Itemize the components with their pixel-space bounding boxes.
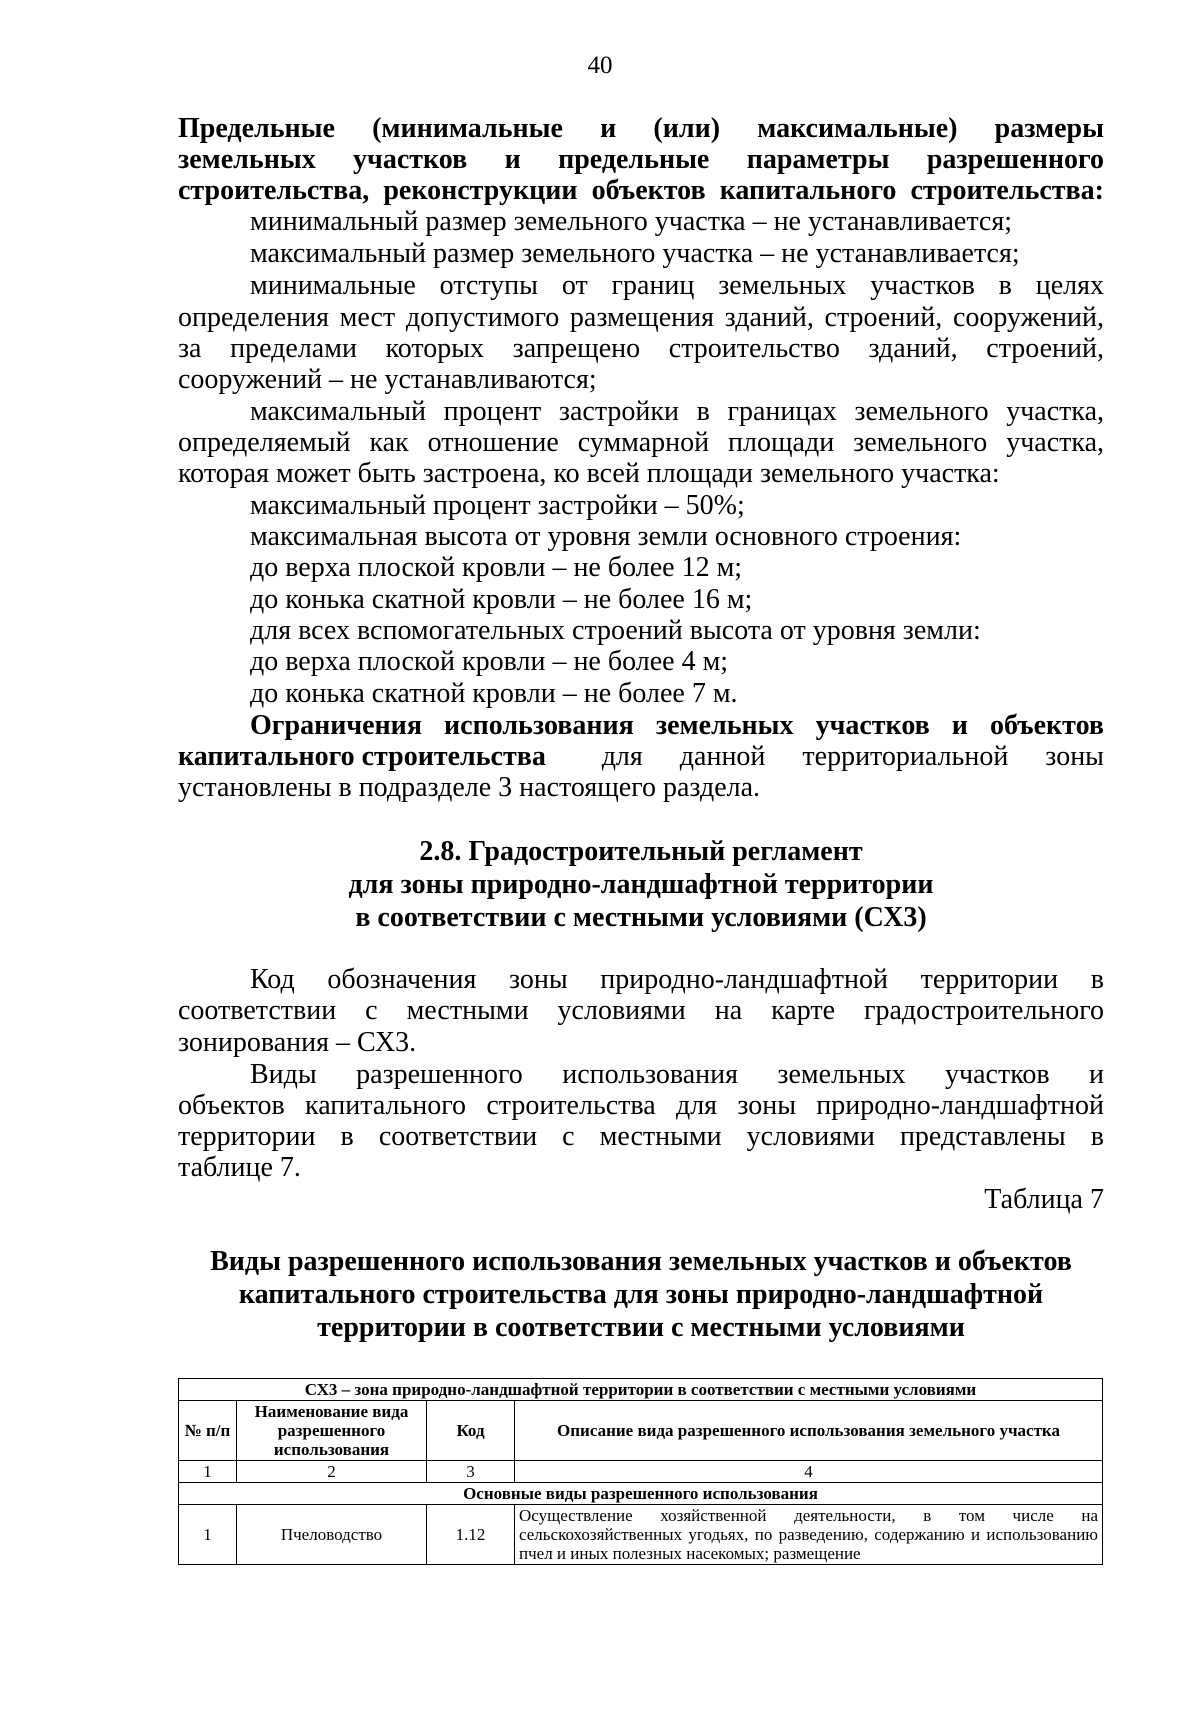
setbacks-line-3: за пределами которых запрещено строительство зданий, строений,	[178, 333, 1104, 364]
restrictions-line-3: установлены в подразделе 3 настоящего раздела.	[178, 772, 761, 803]
limits-heading-line-3: строительства, реконструкции объектов капитального строительства:	[178, 175, 1104, 206]
types-line-4: таблице 7.	[178, 1152, 301, 1183]
restrictions-rest-text: для данной территориальной зоны	[601, 741, 1104, 772]
setbacks-line-1: минимальные отступы от границ земельных участков в целях	[250, 270, 1104, 301]
restrictions-line-1: Ограничения использования земельных участков и объектов	[250, 710, 1104, 741]
setbacks-line-4: сооружений – не устанавливаются;	[178, 364, 597, 395]
table-row	[179, 1505, 1103, 1565]
code-line-2: соответствии с местными условиями на карте градостроительного	[178, 995, 1104, 1026]
section-title-line-2: для зоны природно-ландшафтной территории	[348, 869, 934, 900]
height-item-5: для всех вспомогательных строений высота от уровня земли:	[250, 615, 981, 646]
types-line-1: Виды разрешенного использования земельных участков и	[250, 1059, 1104, 1090]
restrictions-line-2	[178, 741, 1104, 773]
types-line-2: объектов капитального строительства для зоны природно-ландшафтной	[178, 1090, 1104, 1121]
percent-line-2: определяемый как отношение суммарной площади земельного участка,	[178, 427, 1104, 458]
limits-item-max-size: максимальный размер земельного участка – не устанавливается;	[250, 238, 1020, 269]
table-zone-header: СХ3 – зона природно-ландшафтной территории в соответствии с местными условиями	[179, 1379, 1103, 1401]
table-title-line-1: Виды разрешенного использования земельных участков и объектов	[210, 1246, 1072, 1277]
table-cell-desc: Осуществление хозяйственной деятельности, в том числе на сельскохозяйственных угодьях, по разведению, содержанию и использованию пчел и иных полезных насекомых; размещение	[515, 1505, 1103, 1565]
table-header-code: Код	[427, 1401, 515, 1461]
section-title-line-3: в соответствии с местными условиями (СХ3)	[355, 902, 927, 933]
section-title-line-1: 2.8. Градостроительный регламент	[419, 836, 863, 867]
table-index-cell: 3	[427, 1461, 515, 1483]
limits-item-min-size: минимальный размер земельного участка – не устанавливается;	[250, 206, 1013, 237]
table-cell-code: 1.12	[427, 1505, 515, 1565]
height-item-3: до верха плоской кровли – не более 12 м;	[250, 552, 743, 583]
height-item-2: максимальная высота от уровня земли основного строения:	[250, 521, 962, 552]
types-line-3: территории в соответствии с местными условиями представлены в	[178, 1121, 1104, 1152]
height-item-6: до верха плоской кровли – не более 4 м;	[250, 646, 729, 677]
percent-line-3: которая может быть застроена, ко всей площади земельного участка:	[178, 458, 1000, 489]
table-title-line-3: территории в соответствии с местными условиями	[317, 1312, 965, 1343]
limits-heading-line-1: Предельные (минимальные и (или) максимальные) размеры	[178, 113, 1104, 144]
table-header-desc: Описание вида разрешенного использования земельного участка	[515, 1401, 1103, 1461]
setbacks-line-2: определения мест допустимого размещения зданий, строений, сооружений,	[178, 302, 1104, 333]
table-title-line-2: капитального строительства для зоны природно-ландшафтной	[238, 1279, 1044, 1310]
height-item-4: до конька скатной кровли – не более 16 м;	[250, 584, 753, 615]
table-header-name: Наименование вида разрешенного использования	[237, 1401, 427, 1461]
table-index-cell: 2	[237, 1461, 427, 1483]
limits-heading-line-2: земельных участков и предельные параметры разрешенного	[178, 144, 1104, 175]
code-line-1: Код обозначения зоны природно-ландшафтной территории в	[250, 964, 1104, 995]
height-item-1: максимальный процент застройки – 50%;	[250, 490, 745, 521]
table-cell-name: Пчеловодство	[237, 1505, 427, 1565]
height-item-7: до конька скатной кровли – не более 7 м.	[250, 678, 738, 709]
table-index-cell: 1	[179, 1461, 237, 1483]
restrictions-bold-text: капитального строительства	[178, 741, 546, 772]
table-index-cell: 4	[515, 1461, 1103, 1483]
code-line-3: зонирования – СХ3.	[178, 1027, 417, 1058]
table-group-main: Основные виды разрешенного использования	[179, 1483, 1103, 1505]
percent-line-1: максимальный процент застройки в границах земельного участка,	[250, 396, 1104, 427]
table-cell-num: 1	[179, 1505, 237, 1565]
zoning-table	[178, 1378, 1103, 1565]
table-header-num: № п/п	[179, 1401, 237, 1461]
table-label: Таблица 7	[984, 1184, 1104, 1215]
page-number: 40	[587, 52, 613, 79]
